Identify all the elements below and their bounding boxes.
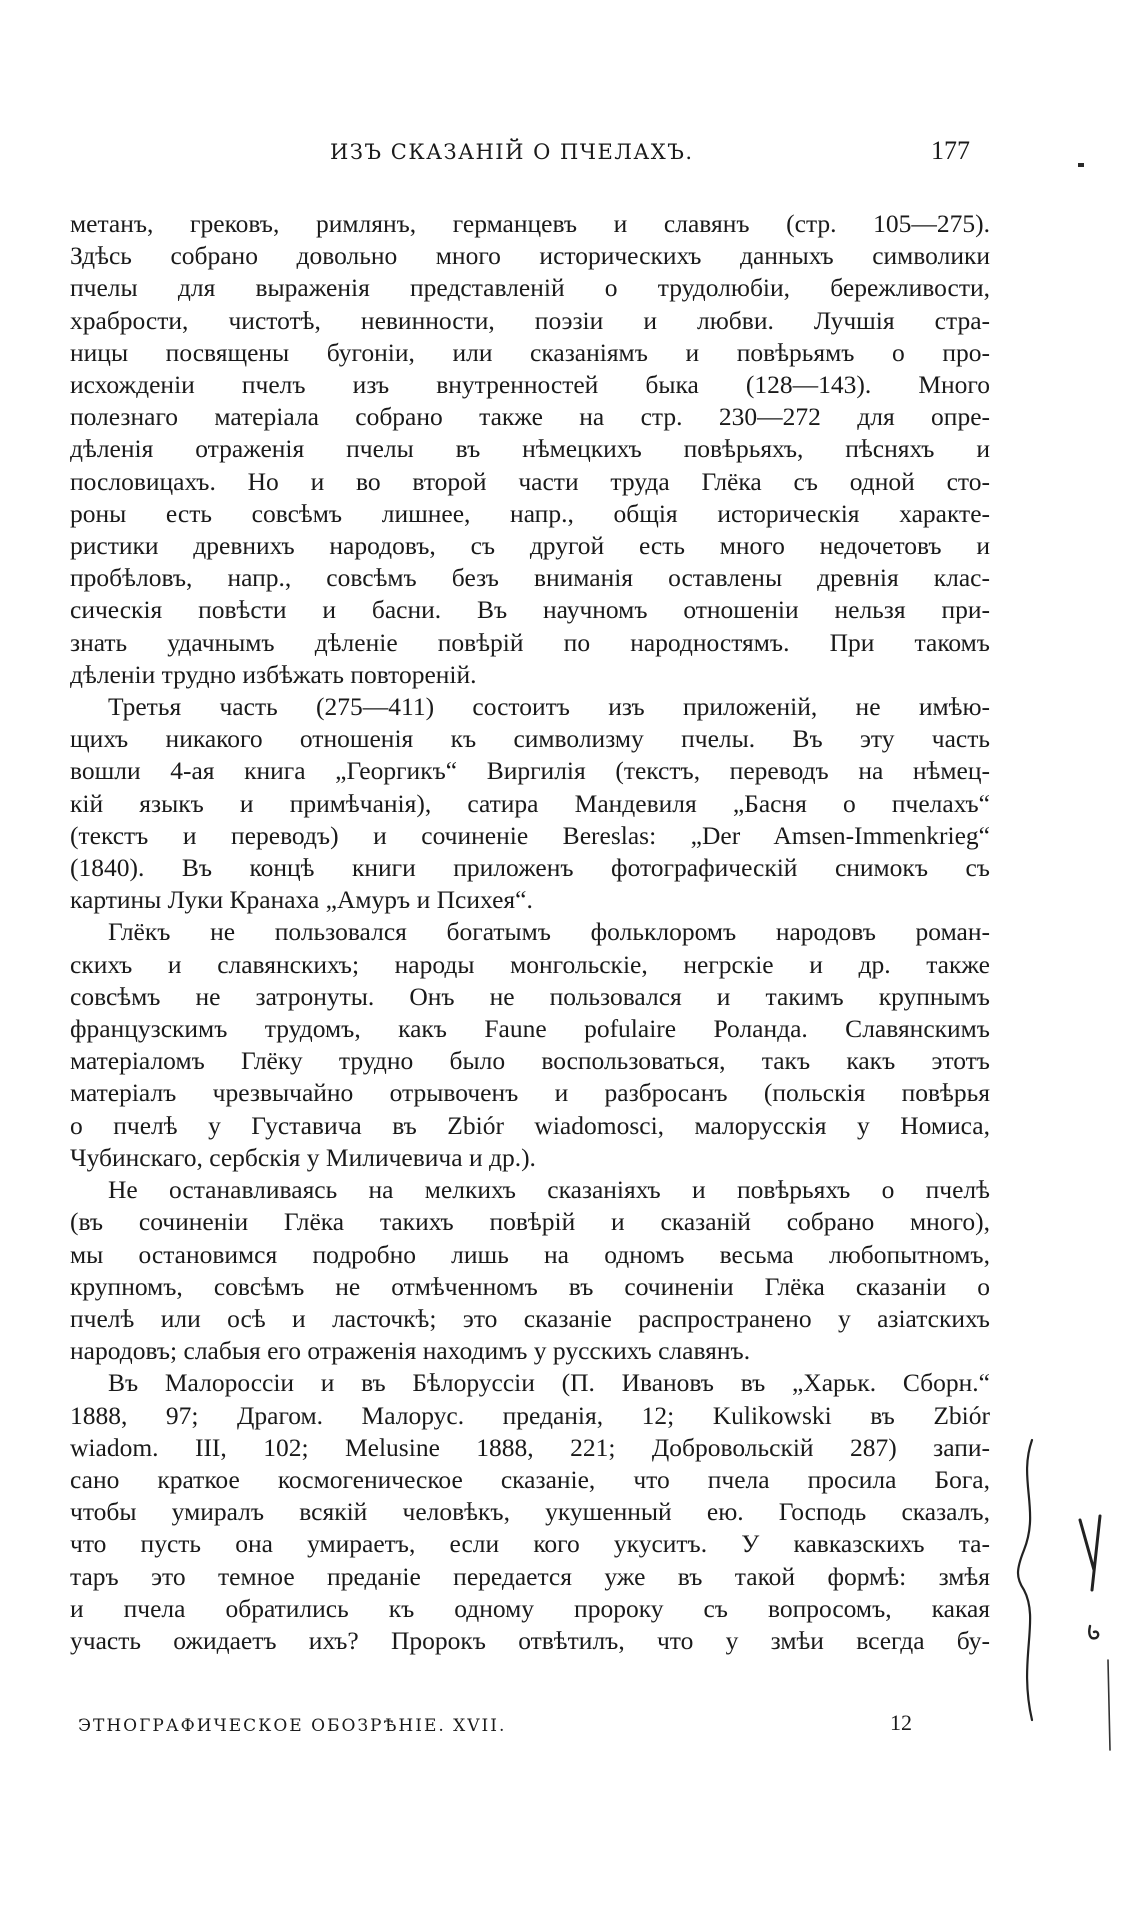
text-line: мы остановимся подробно лишь на одномъ весьма любопытномъ, (70, 1239, 990, 1269)
text-line: (1840). Въ концѣ книги приложенъ фотографическій снимокъ съ (70, 853, 990, 883)
text-line: картины Луки Кранаха „Амуръ и Психея“. (70, 885, 533, 915)
text-line: что пусть она умираетъ, если кого укуситъ. У кавказскихъ та- (70, 1529, 990, 1559)
text-line: Глёкъ не пользовался богатымъ фольклоромъ народовъ роман- (108, 917, 990, 947)
text-line: совсѣмъ не затронуты. Онъ не пользовался и такимъ крупнымъ (70, 981, 990, 1011)
text-line: (въ сочиненіи Глёка такихъ повѣрій и сказаній собрано много), (70, 1207, 990, 1237)
text-line: ристики древнихъ народовъ, съ другой есть много недочетовъ и (70, 531, 990, 561)
text-line: метанъ, грековъ, римлянъ, германцевъ и славянъ (стр. 105—275). (70, 209, 990, 238)
text-line: крупномъ, совсѣмъ не отмѣченномъ въ сочиненіи Глёка сказаніи о (70, 1271, 990, 1301)
text-line: и пчела обратились къ одному пророку съ вопросомъ, какая (70, 1593, 990, 1623)
text-line: полезнаго матеріала собрано также на стр. 230—272 для опре- (70, 402, 990, 432)
paragraph-4 (70, 1174, 990, 1367)
handwritten-margin-marks (1010, 1420, 1120, 1760)
text-line: пробѣловъ, напр., совсѣмъ безъ вниманія оставлены древнія клас- (70, 563, 990, 593)
text-line: матеріаломъ Глёку трудно было воспользоваться, такъ какъ этотъ (70, 1046, 990, 1076)
page-number: 177 (931, 136, 970, 165)
text-line: дѣленія отраженія пчелы въ нѣмецкихъ повѣрьяхъ, пѣсняхъ и (70, 434, 990, 464)
text-line: сическія повѣсти и басни. Въ научномъ отношеніи нельзя при- (70, 595, 990, 625)
text-line: Въ Малороссіи и въ Бѣлоруссіи (П. Ивановъ въ „Харьк. Сборн.“ (108, 1368, 990, 1398)
text-line: 1888, 97; Драгом. Малорус. преданія, 12; Kulikowski въ Zbiór (70, 1400, 990, 1430)
running-title: ИЗЪ СКАЗАНІЙ О ПЧЕЛАХЪ. (330, 140, 694, 164)
body-text (70, 208, 990, 1657)
paragraph-5 (70, 1367, 990, 1657)
text-line: роны есть совсѣмъ лишнее, напр., общія историческія характе- (70, 498, 990, 528)
text-line: чтобы умиралъ всякій человѣкъ, укушенный ею. Господь сказалъ, (70, 1497, 990, 1527)
paragraph-1 (70, 208, 990, 691)
text-line: щихъ никакого отношенія къ символизму пчелы. Въ эту часть (70, 724, 990, 754)
paragraph-3 (70, 916, 990, 1174)
ink-mark (1078, 163, 1084, 167)
paragraph-2 (70, 691, 990, 916)
text-line: участь ожидаетъ ихъ? Пророкъ отвѣтилъ, что у змѣи всегда бу- (70, 1625, 990, 1655)
margin-double-stroke-mark (1080, 1516, 1100, 1590)
text-line: вошли 4-ая книга „Георгикъ“ Виргилія (текстъ, переводъ на нѣмец- (70, 756, 990, 786)
running-head (70, 136, 990, 176)
text-line: таръ это темное преданіе передается уже въ такой формѣ: змѣя (70, 1561, 990, 1591)
text-line: храбрости, чистотѣ, невинности, поэзіи и любви. Лучшія стра- (70, 305, 990, 335)
page-footer (78, 1710, 938, 1746)
text-line: пословицахъ. Но и во второй части труда Глёка съ одной сто- (70, 466, 990, 496)
text-line: скихъ и славянскихъ; народы монгольскіе, негрскіе и др. также (70, 949, 990, 979)
text-line: (текстъ и переводъ) и сочиненіе Bereslas: „Der Amsen-Immenkrieg“ (70, 820, 990, 850)
text-line: Здѣсь собрано довольно много историческихъ данныхъ символики (70, 241, 990, 271)
text-line: народовъ; слабыя его отраженія находимъ у русскихъ славянъ. (70, 1336, 751, 1366)
text-line: исхожденіи пчелъ изъ внутренностей быка (128—143). Много (70, 370, 990, 400)
journal-signature: ЭТНОГРАФИЧЕСКОЕ ОБОЗРѢНІЕ. XVII. (78, 1716, 507, 1736)
sheet-number: 12 (890, 1710, 912, 1735)
text-line: сано краткое космогеническое сказаніе, что пчела просила Бога, (70, 1464, 990, 1494)
text-line: wiadom. III, 102; Melusine 1888, 221; Добровольскій 287) запи- (70, 1432, 990, 1462)
margin-line-mark (1108, 1660, 1110, 1750)
text-line: матеріалъ чрезвычайно отрывоченъ и разбросанъ (польскія повѣрья (70, 1078, 990, 1108)
text-line: французскимъ трудомъ, какъ Faune pofulaire Роланда. Славянскимъ (70, 1014, 990, 1044)
margin-brace-mark (1018, 1440, 1032, 1720)
text-line: Третья часть (275—411) состоитъ изъ приложеній, не имѣю- (108, 692, 990, 722)
text-line: Чубинскаго, сербскія у Миличевича и др.). (70, 1142, 536, 1172)
margin-hook-mark (1089, 1626, 1098, 1638)
text-line: кій языкъ и примѣчанія), сатира Мандевиля „Басня о пчелахъ“ (70, 788, 990, 818)
text-line: пчелы для выраженія представленій о трудолюбіи, бережливости, (70, 273, 990, 303)
text-line: дѣленіи трудно избѣжать повтореній. (70, 659, 477, 689)
text-line: знать удачнымъ дѣленіе повѣрій по народностямъ. При такомъ (70, 627, 990, 657)
text-line: пчелѣ или осѣ и ласточкѣ; это сказаніе распространено у азіатскихъ (70, 1303, 990, 1333)
text-line: о пчелѣ у Густавича въ Zbiór wiadomosci, малорусскія у Номиса, (70, 1110, 990, 1140)
text-line: Не останавливаясь на мелкихъ сказаніяхъ и повѣрьяхъ о пчелѣ (108, 1175, 990, 1205)
text-line: ницы посвящены бугоніи, или сказаніямъ и повѣрьямъ о про- (70, 337, 990, 367)
